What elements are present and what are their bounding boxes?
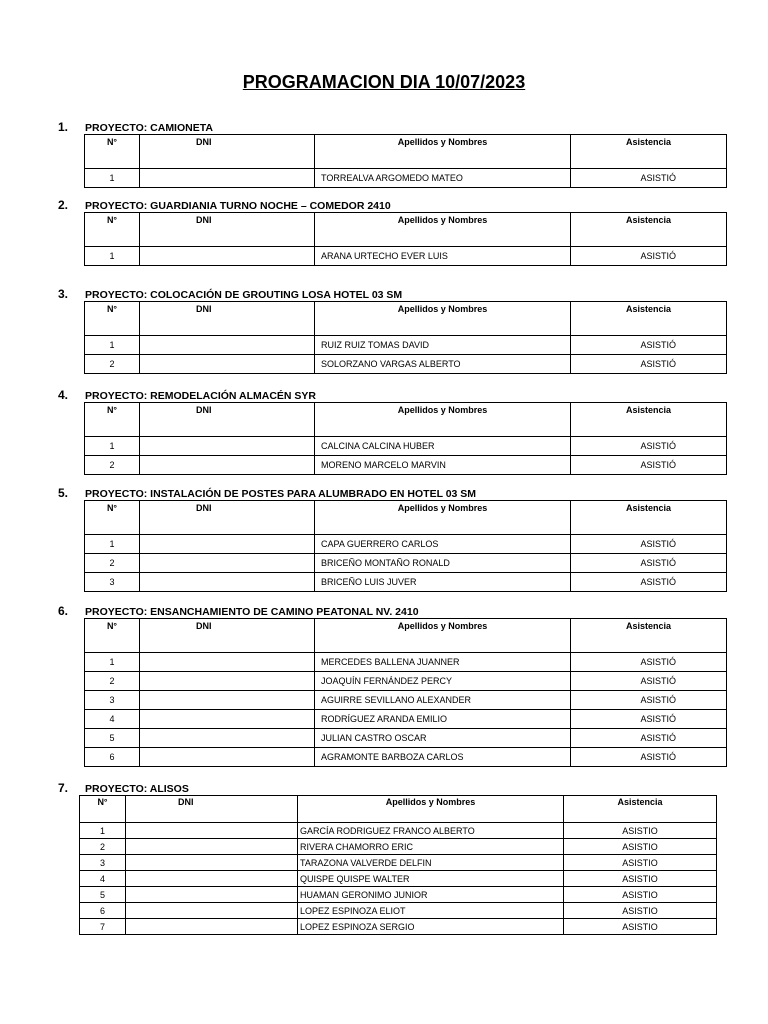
attendance-table [84, 212, 727, 266]
row-name: RIVERA CHAMORRO ERIC [298, 839, 564, 855]
project-section-4 [0, 388, 768, 470]
row-name: BRICEÑO MONTAÑO RONALD [315, 554, 571, 573]
section-number: 6. [58, 604, 69, 618]
row-name: JULIAN CASTRO OSCAR [315, 729, 571, 748]
col-header-dni: DNI [140, 403, 315, 437]
row-name: MERCEDES BALLENA JUANNER [315, 653, 571, 672]
col-header-name: Apellidos y Nombres [315, 403, 571, 437]
row-name: TORREALVA ARGOMEDO MATEO [315, 169, 571, 188]
row-asistencia: ASISTIÓ [571, 554, 727, 573]
row-asistencia: ASISTIÓ [571, 691, 727, 710]
row-name: CAPA GUERRERO CARLOS [315, 535, 571, 554]
row-asistencia: ASISTIO [564, 871, 717, 887]
section-title: PROYECTO: GUARDIANIA TURNO NOCHE – COMEDOR 2410 [85, 200, 391, 212]
row-asistencia: ASISTIO [564, 903, 717, 919]
row-number: 2 [85, 672, 140, 691]
row-dni [140, 748, 315, 767]
col-header-asistencia: Asistencia [571, 213, 727, 247]
row-asistencia: ASISTIÓ [571, 456, 727, 475]
row-name: AGRAMONTE BARBOZA CARLOS [315, 748, 571, 767]
col-header-asistencia: Asistencia [571, 619, 727, 653]
row-asistencia: ASISTIO [564, 855, 717, 871]
row-name: QUISPE QUISPE WALTER [298, 871, 564, 887]
row-asistencia: ASISTIO [564, 823, 717, 839]
table-row [85, 748, 727, 767]
col-header-dni: DNI [140, 135, 315, 169]
col-header-name: Apellidos y Nombres [315, 135, 571, 169]
row-asistencia: ASISTIÓ [571, 355, 727, 374]
attendance-table [84, 134, 727, 188]
row-number: 1 [85, 247, 140, 266]
col-header-asistencia: Asistencia [571, 403, 727, 437]
table-row [85, 456, 727, 475]
row-dni [126, 919, 298, 935]
table-row [85, 169, 727, 188]
table-row [80, 839, 717, 855]
col-header-dni: DNI [126, 796, 298, 823]
row-number: 5 [80, 887, 126, 903]
row-number: 2 [85, 456, 140, 475]
row-number: 6 [85, 748, 140, 767]
row-asistencia: ASISTIO [564, 919, 717, 935]
row-number: 4 [85, 710, 140, 729]
project-section-6 [0, 604, 768, 762]
row-asistencia: ASISTIÓ [571, 729, 727, 748]
row-name: CALCINA CALCINA HUBER [315, 437, 571, 456]
col-header-dni: DNI [140, 302, 315, 336]
attendance-table [84, 618, 727, 767]
row-number: 3 [85, 691, 140, 710]
row-number: 4 [80, 871, 126, 887]
row-dni [140, 729, 315, 748]
section-title: PROYECTO: REMODELACIÓN ALMACÉN SYR [85, 390, 317, 402]
attendance-table [79, 795, 717, 935]
row-dni [140, 573, 315, 592]
row-dni [140, 247, 315, 266]
row-dni [126, 855, 298, 871]
row-number: 2 [85, 355, 140, 374]
table-row [80, 855, 717, 871]
attendance-table [84, 402, 727, 475]
attendance-table [84, 500, 727, 592]
table-row [80, 871, 717, 887]
col-header-dni: DNI [140, 213, 315, 247]
section-number: 3. [58, 287, 69, 301]
col-header-n: N° [85, 619, 140, 653]
row-number: 7 [80, 919, 126, 935]
col-header-n: N° [85, 501, 140, 535]
row-name: BRICEÑO LUIS JUVER [315, 573, 571, 592]
row-name: GARCÍA RODRIGUEZ FRANCO ALBERTO [298, 823, 564, 839]
col-header-dni: DNI [140, 619, 315, 653]
section-number: 2. [58, 198, 69, 212]
row-dni [140, 535, 315, 554]
table-header-row [80, 796, 717, 823]
row-name: SOLORZANO VARGAS ALBERTO [315, 355, 571, 374]
row-name: RODRÍGUEZ ARANDA EMILIO [315, 710, 571, 729]
project-section-2 [0, 198, 768, 261]
table-row [85, 355, 727, 374]
row-dni [126, 903, 298, 919]
section-number: 5. [58, 486, 69, 500]
row-asistencia: ASISTIÓ [571, 672, 727, 691]
row-number: 1 [85, 336, 140, 355]
row-asistencia: ASISTIÓ [571, 247, 727, 266]
table-row [85, 729, 727, 748]
row-number: 1 [85, 169, 140, 188]
page-title: PROGRAMACION DIA 10/07/2023 [242, 72, 526, 92]
table-row [85, 653, 727, 672]
table-header-row [85, 403, 727, 437]
row-asistencia: ASISTIÓ [571, 573, 727, 592]
table-row [85, 437, 727, 456]
row-dni [140, 710, 315, 729]
table-row [85, 710, 727, 729]
col-header-asistencia: Asistencia [571, 135, 727, 169]
project-section-5 [0, 486, 768, 587]
row-asistencia: ASISTIO [564, 839, 717, 855]
col-header-n: N° [85, 403, 140, 437]
table-row [85, 672, 727, 691]
row-dni [126, 887, 298, 903]
row-number: 2 [85, 554, 140, 573]
row-asistencia: ASISTIÓ [571, 535, 727, 554]
project-section-3 [0, 287, 768, 369]
table-row [85, 247, 727, 266]
section-title: PROYECTO: COLOCACIÓN DE GROUTING LOSA HOTEL 03 SM [85, 289, 403, 301]
row-dni [140, 653, 315, 672]
row-dni [140, 336, 315, 355]
row-number: 3 [85, 573, 140, 592]
table-row [80, 919, 717, 935]
col-header-n: N° [85, 213, 140, 247]
row-dni [140, 456, 315, 475]
row-dni [140, 672, 315, 691]
section-title: PROYECTO: CAMIONETA [85, 122, 213, 134]
table-row [80, 823, 717, 839]
col-header-name: Apellidos y Nombres [315, 213, 571, 247]
row-name: ARANA URTECHO EVER LUIS [315, 247, 571, 266]
row-number: 6 [80, 903, 126, 919]
row-asistencia: ASISTIÓ [571, 653, 727, 672]
table-header-row [85, 135, 727, 169]
row-name: MORENO MARCELO MARVIN [315, 456, 571, 475]
table-header-row [85, 501, 727, 535]
row-name: RUIZ RUIZ TOMAS DAVID [315, 336, 571, 355]
section-title: PROYECTO: ALISOS [85, 783, 189, 795]
section-number: 7. [58, 781, 69, 795]
table-header-row [85, 302, 727, 336]
row-asistencia: ASISTIÓ [571, 169, 727, 188]
table-row [80, 903, 717, 919]
row-name: AGUIRRE SEVILLANO ALEXANDER [315, 691, 571, 710]
row-name: JOAQUÍN FERNÁNDEZ PERCY [315, 672, 571, 691]
row-number: 5 [85, 729, 140, 748]
col-header-n: N° [85, 302, 140, 336]
row-asistencia: ASISTIÓ [571, 437, 727, 456]
col-header-name: Apellidos y Nombres [315, 302, 571, 336]
row-number: 3 [80, 855, 126, 871]
section-number: 4. [58, 388, 69, 402]
row-number: 1 [85, 437, 140, 456]
col-header-name: Apellidos y Nombres [315, 501, 571, 535]
section-number: 1. [58, 120, 69, 134]
row-dni [126, 823, 298, 839]
row-dni [140, 169, 315, 188]
row-dni [140, 691, 315, 710]
attendance-table [84, 301, 727, 374]
section-title: PROYECTO: ENSANCHAMIENTO DE CAMINO PEATONAL NV. 2410 [85, 606, 419, 618]
row-dni [140, 437, 315, 456]
table-row [85, 573, 727, 592]
row-number: 1 [85, 653, 140, 672]
section-title: PROYECTO: INSTALACIÓN DE POSTES PARA ALUMBRADO EN HOTEL 03 SM [85, 488, 477, 500]
row-number: 1 [80, 823, 126, 839]
table-row [85, 554, 727, 573]
row-name: LOPEZ ESPINOZA SERGIO [298, 919, 564, 935]
table-row [85, 535, 727, 554]
project-section-7 [0, 781, 768, 932]
table-row [80, 887, 717, 903]
row-asistencia: ASISTIO [564, 887, 717, 903]
col-header-name: Apellidos y Nombres [315, 619, 571, 653]
row-name: LOPEZ ESPINOZA ELIOT [298, 903, 564, 919]
row-number: 1 [85, 535, 140, 554]
row-dni [126, 871, 298, 887]
row-name: TARAZONA VALVERDE DELFIN [298, 855, 564, 871]
col-header-name: Apellidos y Nombres [298, 796, 564, 823]
table-row [85, 336, 727, 355]
table-row [85, 691, 727, 710]
col-header-asistencia: Asistencia [571, 501, 727, 535]
row-dni [140, 554, 315, 573]
row-number: 2 [80, 839, 126, 855]
row-asistencia: ASISTIÓ [571, 710, 727, 729]
project-section-1 [0, 120, 768, 183]
row-dni [140, 355, 315, 374]
table-header-row [85, 619, 727, 653]
row-name: HUAMAN GERONIMO JUNIOR [298, 887, 564, 903]
row-dni [126, 839, 298, 855]
col-header-dni: DNI [140, 501, 315, 535]
col-header-n: N° [85, 135, 140, 169]
col-header-asistencia: Asistencia [571, 302, 727, 336]
row-asistencia: ASISTIÓ [571, 336, 727, 355]
row-asistencia: ASISTIÓ [571, 748, 727, 767]
col-header-n: N° [80, 796, 126, 823]
col-header-asistencia: Asistencia [564, 796, 717, 823]
table-header-row [85, 213, 727, 247]
